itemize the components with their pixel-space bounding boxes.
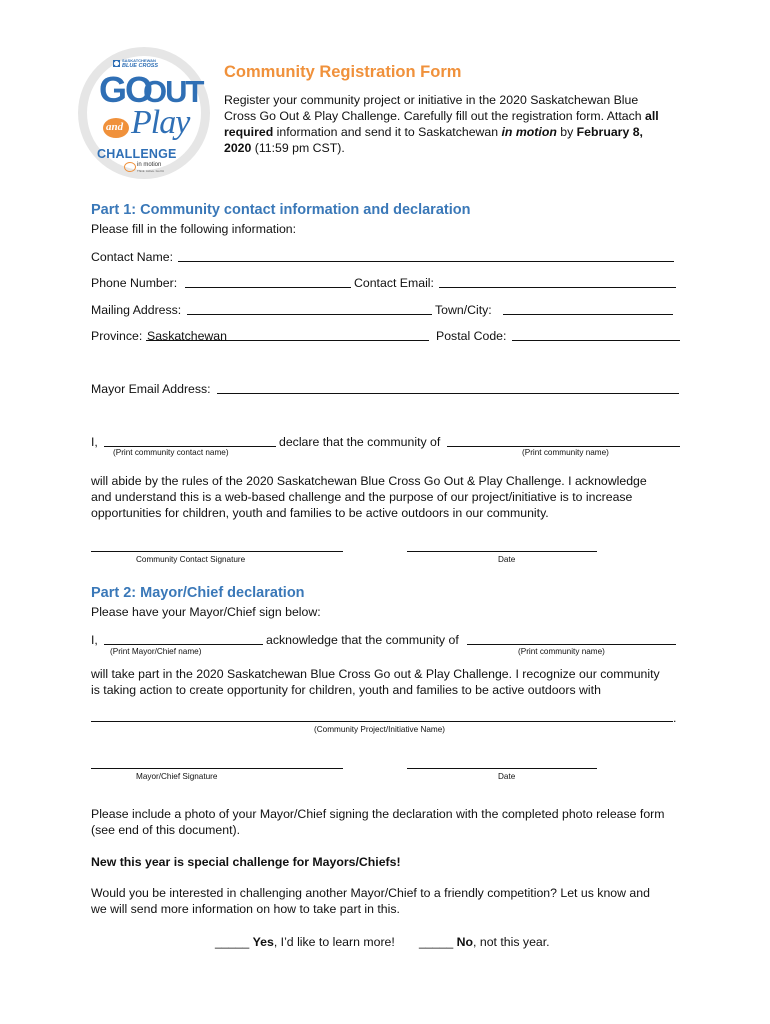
logo-go: GO <box>99 69 152 110</box>
interest-line-1: Would you be interested in challenging another Mayor/Chief to a friendly competition? Let us know and <box>91 886 650 900</box>
mayor-date-line[interactable] <box>407 768 597 769</box>
contact-date-caption: Date <box>498 555 516 564</box>
yes-label: Yes <box>252 935 274 949</box>
sponsor-small: SASKATCHEWAN <box>122 58 156 63</box>
sponsor-name: BLUE CROSS <box>122 63 159 69</box>
mailing-address-label: Mailing Address: <box>91 303 182 317</box>
intro-required: required <box>224 125 274 139</box>
mayor-email-label: Mayor Email Address: <box>91 382 211 396</box>
take-part-line-2: is taking action to create opportunity for children, youth and families to be active outdoors with <box>91 683 601 697</box>
logo-challenge: CHALLENGE <box>97 147 177 161</box>
form-title: Community Registration Form <box>224 63 462 81</box>
mayor-signature-line[interactable] <box>91 768 343 769</box>
contact-signature-line[interactable] <box>91 551 343 552</box>
email-field[interactable] <box>439 275 676 288</box>
intro-line-4 <box>224 140 345 156</box>
phone-label: Phone Number: <box>91 276 178 290</box>
postal-code-field[interactable] <box>512 328 680 341</box>
logo-inmotion: in motion <box>137 162 162 168</box>
print-mayor-caption: (Print Mayor/Chief name) <box>110 647 202 656</box>
interest-line-2: we will send more information on how to take part in this. <box>91 902 400 916</box>
community-name-field[interactable] <box>447 434 680 447</box>
town-field[interactable] <box>503 302 673 315</box>
abide-line-2: and understand this is a web-based challenge and the purpose of our project/initiative is to increase <box>91 490 633 504</box>
intro-all: all <box>645 109 659 123</box>
contact-signature-caption: Community Contact Signature <box>136 555 246 564</box>
phone-field[interactable] <box>185 275 351 288</box>
yes-text: , I’d like to learn more! <box>273 935 395 949</box>
print-contact-caption: (Print community contact name) <box>113 448 229 457</box>
part1-heading: Part 1: Community contact information and declaration <box>91 202 471 218</box>
no-label: No <box>456 935 474 949</box>
logo-out: OUT <box>143 74 203 109</box>
take-part-line-1: will take part in the 2020 Saskatchewan Blue Cross Go out & Play Challenge. I recognize our community <box>91 667 660 681</box>
mayor-email-field[interactable] <box>217 381 679 394</box>
yes-blank[interactable]: _____ <box>215 935 250 949</box>
logo-tagline: Think. Active. Go Fit <box>137 169 164 173</box>
part2-subheading: Please have your Mayor/Chief sign below: <box>91 605 321 619</box>
logo-and: and <box>106 121 124 133</box>
contact-name-label: Contact Name: <box>91 250 174 264</box>
go-out-play-logo <box>77 46 211 180</box>
intro-line-2 <box>224 108 659 124</box>
photo-line-1: Please include a photo of your Mayor/Chief signing the declaration with the completed photo release form <box>91 807 665 821</box>
yes-option[interactable] <box>215 934 395 950</box>
mayor-date-caption: Date <box>498 772 516 781</box>
declare-i: I, <box>91 435 98 449</box>
photo-line-2: (see end of this document). <box>91 823 241 837</box>
town-label: Town/City: <box>435 303 492 317</box>
project-name-line[interactable] <box>91 721 673 722</box>
intro-by: by <box>556 125 577 139</box>
no-blank[interactable]: _____ <box>419 935 454 949</box>
no-option[interactable] <box>419 934 550 950</box>
intro-send: information and send it to Saskatchewan <box>273 125 502 139</box>
email-label: Contact Email: <box>354 276 434 290</box>
mailing-address-field[interactable] <box>187 302 432 315</box>
intro-time: (11:59 pm CST). <box>251 141 345 155</box>
mayor-signature-caption: Mayor/Chief Signature <box>136 772 218 781</box>
new-challenge-text: New this year is special challenge for Mayors/Chiefs! <box>91 855 401 869</box>
mayor-print-name-field[interactable] <box>104 632 263 645</box>
province-label: Province: <box>91 329 143 343</box>
contact-date-line[interactable] <box>407 551 597 552</box>
mayor-community-name-field[interactable] <box>467 632 676 645</box>
abide-line-1: will abide by the rules of the 2020 Saskatchewan Blue Cross Go Out & Play Challenge. I acknowledge <box>91 474 647 488</box>
print-community-caption: (Print community name) <box>522 448 609 457</box>
contact-name-field[interactable] <box>178 249 674 262</box>
acknowledge-text: acknowledge that the community of <box>266 633 459 647</box>
part2-heading: Part 2: Mayor/Chief declaration <box>91 585 305 601</box>
abide-line-3: opportunities for children, youth and families to be active outdoors in our community. <box>91 506 549 520</box>
postal-code-label: Postal Code: <box>436 329 507 343</box>
intro-line-3 <box>224 124 643 140</box>
province-value: Saskatchewan <box>147 329 227 343</box>
project-name-caption: (Community Project/Initiative Name) <box>314 725 446 734</box>
declare-text: declare that the community of <box>279 435 441 449</box>
intro-year: 2020 <box>224 141 252 155</box>
mayor-print-community-caption: (Print community name) <box>518 647 605 656</box>
inmotion-icon <box>124 162 136 172</box>
contact-print-name-field[interactable] <box>104 434 276 447</box>
intro-deadline: February 8, <box>576 125 643 139</box>
intro-inmotion: in motion <box>501 125 557 139</box>
intro-line-1: Register your community project or initiative in the 2020 Saskatchewan Blue <box>224 93 639 107</box>
project-name-period: . <box>673 711 677 725</box>
intro-line-2-text: Cross Go Out & Play Challenge. Carefully fill out the registration form. Attach <box>224 109 646 123</box>
part1-subheading: Please fill in the following information: <box>91 222 297 236</box>
mayor-i: I, <box>91 633 98 647</box>
no-text: , not this year. <box>473 935 550 949</box>
logo-play: Play <box>131 104 190 141</box>
